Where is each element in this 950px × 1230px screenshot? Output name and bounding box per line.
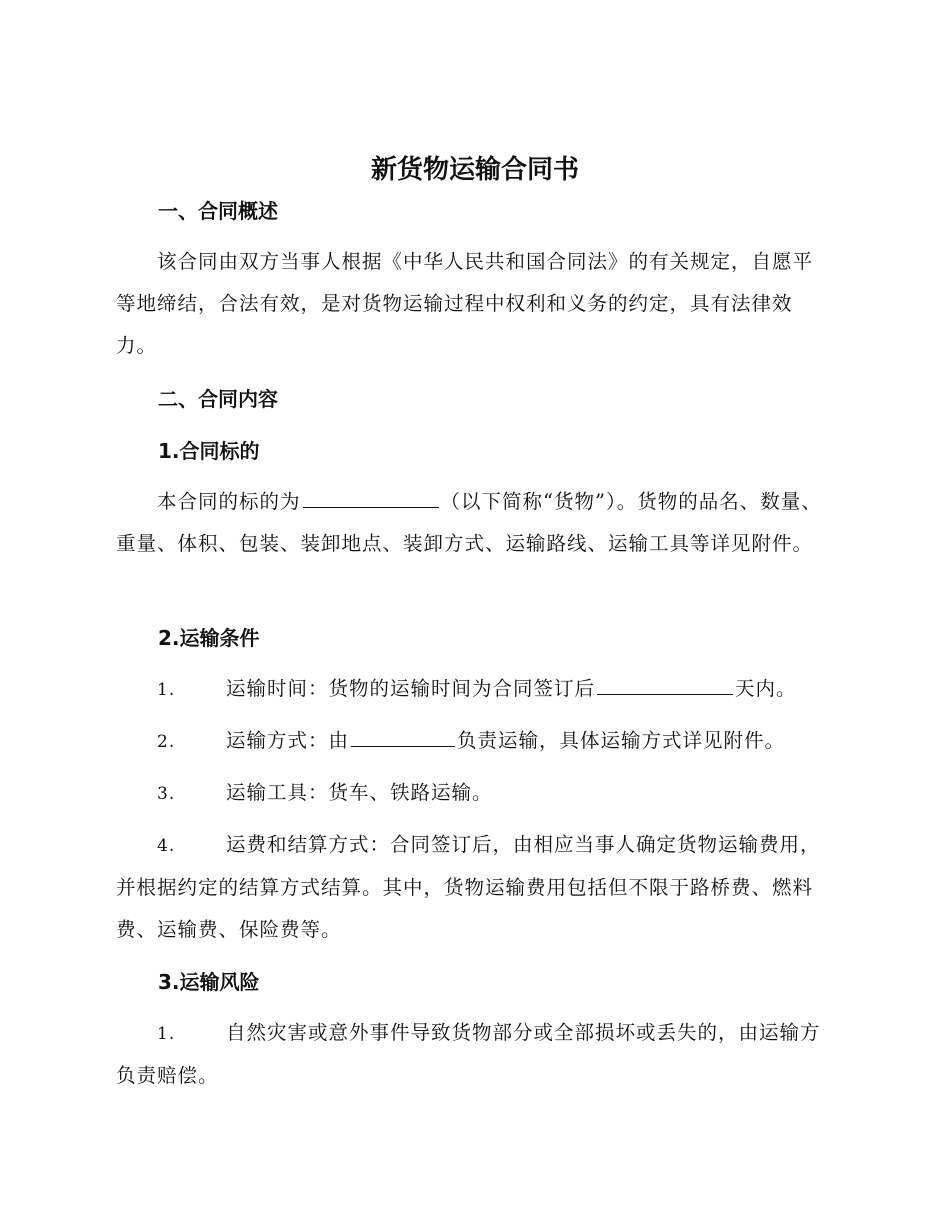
contract-subject-text-after: （以下简称“货物”）。货物的品名、数量、重量、体积、包装、装卸地点、装卸方式、运输路线、运输工具等详见附件。	[116, 490, 822, 555]
subject-blank-line	[303, 486, 439, 508]
list-item-number: 3.	[157, 784, 176, 804]
subheading-contract-subject: 1.合同标的	[158, 439, 260, 463]
list-item-number: 4.	[157, 836, 176, 856]
risk-liability-text: 自然灾害或意外事件导致货物部分或全部损坏或丢失的，由运输方负责赔偿。	[116, 1021, 821, 1087]
subheading-transport-risk: 3.运输风险	[158, 970, 260, 994]
overview-paragraph: 该合同由双方当事人根据《中华人民共和国合同法》的有关规定，自愿平等地缔结，合法有效，是对货物运输过程中权利和义务的约定，具有法律效力。	[116, 250, 814, 357]
list-item	[116, 824, 832, 951]
transport-method-text-before: 运输方式：由	[226, 729, 350, 752]
section-heading-content: 二、合同内容	[158, 387, 278, 411]
list-item	[116, 720, 832, 763]
list-item-number: 1.	[157, 680, 176, 700]
days-blank-line	[597, 673, 733, 695]
contract-subject-paragraph	[116, 481, 832, 565]
contract-subject-text-before: 本合同的标的为	[157, 490, 301, 513]
list-item-number: 1.	[157, 1024, 176, 1044]
list-item	[116, 1012, 832, 1097]
transport-time-text-after: 天内。	[735, 677, 797, 700]
list-item	[116, 772, 832, 815]
carrier-blank-line	[351, 725, 455, 747]
subheading-transport-conditions: 2.运输条件	[158, 626, 260, 650]
section-heading-overview: 一、合同概述	[158, 199, 278, 223]
transport-method-text-after: 负责运输，具体运输方式详见附件。	[457, 729, 786, 752]
list-item-number: 2.	[157, 732, 176, 752]
document-title: 新货物运输合同书	[370, 155, 579, 185]
transport-time-text-before: 运输时间：货物的运输时间为合同签订后	[226, 677, 596, 700]
freight-settlement-text: 运费和结算方式：合同签订后，由相应当事人确定货物运输费用，并根据约定的结算方式结算。其中，货物运输费用包括但不限于路桥费、燃料费、运输费、保险费等。	[116, 833, 821, 941]
transport-tools-text: 运输工具：货车、铁路运输。	[226, 781, 493, 804]
list-item	[116, 668, 832, 711]
